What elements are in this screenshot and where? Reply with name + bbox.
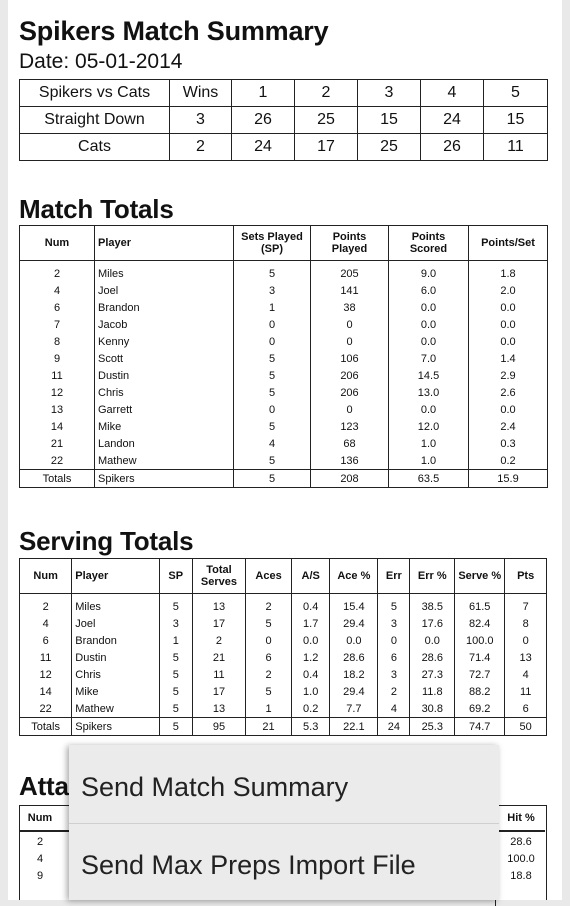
table-cell: Kenny	[95, 333, 234, 350]
table-cell: 21	[192, 649, 245, 666]
table-cell: 4	[505, 666, 547, 683]
table-cell: 38	[311, 299, 389, 316]
summary-header-cell: Wins	[170, 80, 232, 107]
attack-num-cell: 4	[36, 853, 44, 865]
summary-cell: 24	[232, 134, 295, 161]
table-cell: 5	[378, 594, 410, 616]
attack-header-hit: Hit %	[495, 806, 546, 830]
column-header: Pts	[505, 559, 547, 594]
table-row	[20, 316, 548, 333]
table-cell: 0.0	[469, 316, 548, 333]
serving-totals-table	[19, 558, 547, 736]
table-cell: 0	[311, 333, 389, 350]
table-cell: Mike	[72, 683, 159, 700]
table-cell: 1.0	[389, 452, 469, 470]
summary-cell: Cats	[20, 134, 170, 161]
table-cell: 0	[505, 632, 547, 649]
table-cell: 123	[311, 418, 389, 435]
table-cell: Joel	[95, 282, 234, 299]
table-cell: 1.2	[291, 649, 329, 666]
summary-header-cell: 4	[421, 80, 484, 107]
table-row	[20, 333, 548, 350]
table-row	[20, 452, 548, 470]
table-row	[20, 401, 548, 418]
table-cell: 0.0	[389, 316, 469, 333]
match-totals-heading: Match Totals	[19, 194, 174, 224]
totals-cell: 63.5	[389, 470, 469, 488]
table-cell: 0.0	[291, 632, 329, 649]
table-cell: 106	[311, 350, 389, 367]
table-cell: 5	[159, 666, 192, 683]
table-cell: 0.2	[469, 452, 548, 470]
table-cell: 8	[505, 615, 547, 632]
table-cell: 0.0	[469, 333, 548, 350]
totals-row	[20, 470, 548, 488]
table-cell: 2.0	[469, 282, 548, 299]
table-cell: 12	[20, 666, 72, 683]
table-cell: 27.3	[410, 666, 455, 683]
totals-cell: 5	[234, 470, 311, 488]
table-cell: 82.4	[455, 615, 505, 632]
attack-hit-cell: 28.6	[510, 836, 532, 848]
column-header: Player	[72, 559, 159, 594]
attack-totals-heading: Atta	[19, 771, 69, 801]
totals-cell: 21	[246, 718, 292, 736]
table-cell: 1.0	[291, 683, 329, 700]
table-cell: 69.2	[455, 700, 505, 718]
table-row	[20, 666, 547, 683]
table-row	[20, 367, 548, 384]
table-cell: 11	[505, 683, 547, 700]
summary-header-cell: 2	[295, 80, 358, 107]
table-cell: 205	[311, 261, 389, 283]
column-header: Err	[378, 559, 410, 594]
table-cell: 5	[246, 615, 292, 632]
table-cell: 5	[159, 594, 192, 616]
table-row	[20, 649, 547, 666]
summary-cell: 2	[170, 134, 232, 161]
table-cell: 13	[192, 700, 245, 718]
table-cell: 6	[20, 632, 72, 649]
table-cell: 1.4	[469, 350, 548, 367]
table-cell: 1.0	[389, 435, 469, 452]
attack-header-num: Num	[27, 812, 53, 824]
table-cell: 17	[192, 683, 245, 700]
table-cell: 29.4	[330, 683, 378, 700]
column-header: Points Scored	[389, 226, 469, 261]
column-header: Serve %	[455, 559, 505, 594]
table-cell: 13	[505, 649, 547, 666]
summary-cell: 24	[421, 107, 484, 134]
column-header: A/S	[291, 559, 329, 594]
table-cell: 0.3	[469, 435, 548, 452]
table-cell: 12	[20, 384, 95, 401]
table-cell: 4	[234, 435, 311, 452]
table-cell: 0.4	[291, 666, 329, 683]
summary-cell: 26	[421, 134, 484, 161]
summary-header-cell: 5	[484, 80, 548, 107]
table-cell: 18.2	[330, 666, 378, 683]
summary-row	[20, 134, 548, 161]
table-row	[20, 632, 547, 649]
table-row	[20, 299, 548, 316]
table-row	[20, 282, 548, 299]
table-cell: 100.0	[455, 632, 505, 649]
table-cell: 3	[234, 282, 311, 299]
totals-cell: Totals	[20, 718, 72, 736]
column-header: Sets Played (SP)	[234, 226, 311, 261]
column-header: Points Played	[311, 226, 389, 261]
attack-hit-cell: 100.0	[507, 853, 535, 865]
table-cell: 13	[20, 401, 95, 418]
summary-cell: 26	[232, 107, 295, 134]
match-totals-header-row	[20, 226, 548, 261]
table-cell: Mathew	[72, 700, 159, 718]
match-summary-table	[19, 79, 548, 161]
table-cell: 61.5	[455, 594, 505, 616]
totals-cell: Spikers	[95, 470, 234, 488]
table-cell: 6	[505, 700, 547, 718]
column-header: Num	[20, 226, 95, 261]
summary-cell: 15	[484, 107, 548, 134]
summary-header-cell: Spikers vs Cats	[20, 80, 170, 107]
table-cell: 29.4	[330, 615, 378, 632]
table-cell: 5	[234, 452, 311, 470]
table-cell: 7	[505, 594, 547, 616]
table-cell: 1.8	[469, 261, 548, 283]
table-cell: 7.7	[330, 700, 378, 718]
totals-cell: 5	[159, 718, 192, 736]
table-cell: 38.5	[410, 594, 455, 616]
totals-cell: 95	[192, 718, 245, 736]
summary-row	[20, 107, 548, 134]
table-cell: 22	[20, 452, 95, 470]
table-row	[20, 683, 547, 700]
table-cell: 5	[234, 418, 311, 435]
table-cell: 5	[159, 649, 192, 666]
table-cell: 206	[311, 367, 389, 384]
summary-cell: 15	[358, 107, 421, 134]
summary-cell: 11	[484, 134, 548, 161]
table-row	[20, 261, 548, 283]
table-cell: 5	[159, 700, 192, 718]
share-menu	[69, 745, 499, 900]
table-cell: 14.5	[389, 367, 469, 384]
table-cell: 0	[234, 333, 311, 350]
table-cell: 2	[378, 683, 410, 700]
table-cell: 9	[20, 350, 95, 367]
page-title: Spikers Match Summary	[19, 16, 329, 46]
serving-totals-heading: Serving Totals	[19, 526, 194, 556]
table-cell: 206	[311, 384, 389, 401]
summary-cell: 25	[295, 107, 358, 134]
summary-header-row	[20, 80, 548, 107]
table-cell: 0.0	[389, 299, 469, 316]
table-cell: 0	[311, 401, 389, 418]
column-header: Aces	[246, 559, 292, 594]
table-cell: 72.7	[455, 666, 505, 683]
match-date: Date: 05-01-2014	[19, 50, 183, 73]
summary-cell: 3	[170, 107, 232, 134]
table-cell: Dustin	[72, 649, 159, 666]
serving-totals-header-row	[20, 559, 547, 594]
column-header: Err %	[410, 559, 455, 594]
table-cell: 0.0	[389, 401, 469, 418]
table-cell: 14	[20, 418, 95, 435]
table-cell: 11	[20, 649, 72, 666]
summary-cell: Straight Down	[20, 107, 170, 134]
table-cell: 2	[20, 594, 72, 616]
totals-cell: 22.1	[330, 718, 378, 736]
table-cell: 2.6	[469, 384, 548, 401]
totals-cell: 5.3	[291, 718, 329, 736]
totals-cell: 25.3	[410, 718, 455, 736]
table-cell: 30.8	[410, 700, 455, 718]
table-cell: 7.0	[389, 350, 469, 367]
table-cell: 4	[378, 700, 410, 718]
table-cell: 3	[378, 666, 410, 683]
table-cell: 5	[246, 683, 292, 700]
table-cell: Garrett	[95, 401, 234, 418]
table-row	[20, 435, 548, 452]
table-cell: 2.9	[469, 367, 548, 384]
table-cell: 4	[20, 615, 72, 632]
table-cell: 4	[20, 282, 95, 299]
table-cell: 5	[234, 384, 311, 401]
totals-cell: 50	[505, 718, 547, 736]
table-cell: 0.2	[291, 700, 329, 718]
table-cell: 136	[311, 452, 389, 470]
table-cell: Mathew	[95, 452, 234, 470]
table-cell: 0	[246, 632, 292, 649]
table-cell: 11	[20, 367, 95, 384]
table-cell: Landon	[95, 435, 234, 452]
table-cell: 22	[20, 700, 72, 718]
table-row	[20, 384, 548, 401]
table-cell: 11.8	[410, 683, 455, 700]
table-cell: 8	[20, 333, 95, 350]
table-cell: 13.0	[389, 384, 469, 401]
table-cell: 2	[246, 666, 292, 683]
table-cell: 0	[234, 401, 311, 418]
table-cell: 0.0	[389, 333, 469, 350]
send-match-summary-item[interactable]: Send Match Summary	[81, 772, 349, 802]
table-cell: Joel	[72, 615, 159, 632]
totals-cell: 15.9	[469, 470, 548, 488]
table-cell: 0	[311, 316, 389, 333]
table-cell: 2	[20, 261, 95, 283]
table-cell: Scott	[95, 350, 234, 367]
table-cell: 17	[192, 615, 245, 632]
table-cell: 6	[246, 649, 292, 666]
table-row	[20, 350, 548, 367]
summary-cell: 17	[295, 134, 358, 161]
table-cell: Dustin	[95, 367, 234, 384]
table-cell: 5	[234, 367, 311, 384]
table-row	[20, 594, 547, 616]
table-cell: 15.4	[330, 594, 378, 616]
totals-cell: Totals	[20, 470, 95, 488]
table-cell: 5	[234, 350, 311, 367]
table-cell: Mike	[95, 418, 234, 435]
column-header: Num	[20, 559, 72, 594]
column-header: Ace %	[330, 559, 378, 594]
table-cell: 2.4	[469, 418, 548, 435]
table-cell: 1.7	[291, 615, 329, 632]
totals-cell: Spikers	[72, 718, 159, 736]
table-cell: 0.0	[469, 401, 548, 418]
table-cell: Chris	[95, 384, 234, 401]
table-cell: 0.0	[469, 299, 548, 316]
table-cell: 5	[159, 683, 192, 700]
table-cell: 3	[378, 615, 410, 632]
table-cell: 141	[311, 282, 389, 299]
table-cell: 5	[234, 261, 311, 283]
column-header: Points/Set	[469, 226, 548, 261]
totals-cell: 24	[378, 718, 410, 736]
table-cell: Miles	[72, 594, 159, 616]
table-cell: 0	[378, 632, 410, 649]
table-cell: 21	[20, 435, 95, 452]
table-cell: 71.4	[455, 649, 505, 666]
table-cell: 28.6	[330, 649, 378, 666]
totals-cell: 208	[311, 470, 389, 488]
table-row	[20, 615, 547, 632]
table-cell: 6	[378, 649, 410, 666]
table-cell: 2	[192, 632, 245, 649]
summary-cell: 25	[358, 134, 421, 161]
table-cell: Miles	[95, 261, 234, 283]
table-cell: 0	[234, 316, 311, 333]
table-cell: Brandon	[95, 299, 234, 316]
table-cell: Chris	[72, 666, 159, 683]
table-cell: 1	[246, 700, 292, 718]
table-cell: Brandon	[72, 632, 159, 649]
table-cell: 9.0	[389, 261, 469, 283]
table-cell: 1	[234, 299, 311, 316]
table-cell: 68	[311, 435, 389, 452]
table-cell: 0.4	[291, 594, 329, 616]
column-header: SP	[159, 559, 192, 594]
table-cell: 12.0	[389, 418, 469, 435]
table-cell: 0.0	[330, 632, 378, 649]
attack-hit-cell: 18.8	[510, 870, 532, 882]
table-cell: 7	[20, 316, 95, 333]
table-cell: 6	[20, 299, 95, 316]
column-header: Player	[95, 226, 234, 261]
attack-num-cell: 9	[36, 870, 44, 882]
table-cell: 17.6	[410, 615, 455, 632]
menu-divider	[69, 823, 499, 824]
table-cell: 2	[246, 594, 292, 616]
table-cell: 28.6	[410, 649, 455, 666]
table-row	[20, 418, 548, 435]
totals-cell: 74.7	[455, 718, 505, 736]
table-cell: 14	[20, 683, 72, 700]
table-cell: 88.2	[455, 683, 505, 700]
summary-header-cell: 1	[232, 80, 295, 107]
table-cell: 13	[192, 594, 245, 616]
column-header: Total Serves	[192, 559, 245, 594]
summary-header-cell: 3	[358, 80, 421, 107]
table-cell: 3	[159, 615, 192, 632]
match-totals-table	[19, 225, 548, 488]
table-cell: 0.0	[410, 632, 455, 649]
table-cell: Jacob	[95, 316, 234, 333]
table-cell: 1	[159, 632, 192, 649]
table-row	[20, 700, 547, 718]
table-cell: 11	[192, 666, 245, 683]
attack-num-cell: 2	[36, 836, 44, 848]
table-cell: 6.0	[389, 282, 469, 299]
totals-row	[20, 718, 547, 736]
send-max-preps-import-item[interactable]: Send Max Preps Import File	[81, 850, 416, 880]
